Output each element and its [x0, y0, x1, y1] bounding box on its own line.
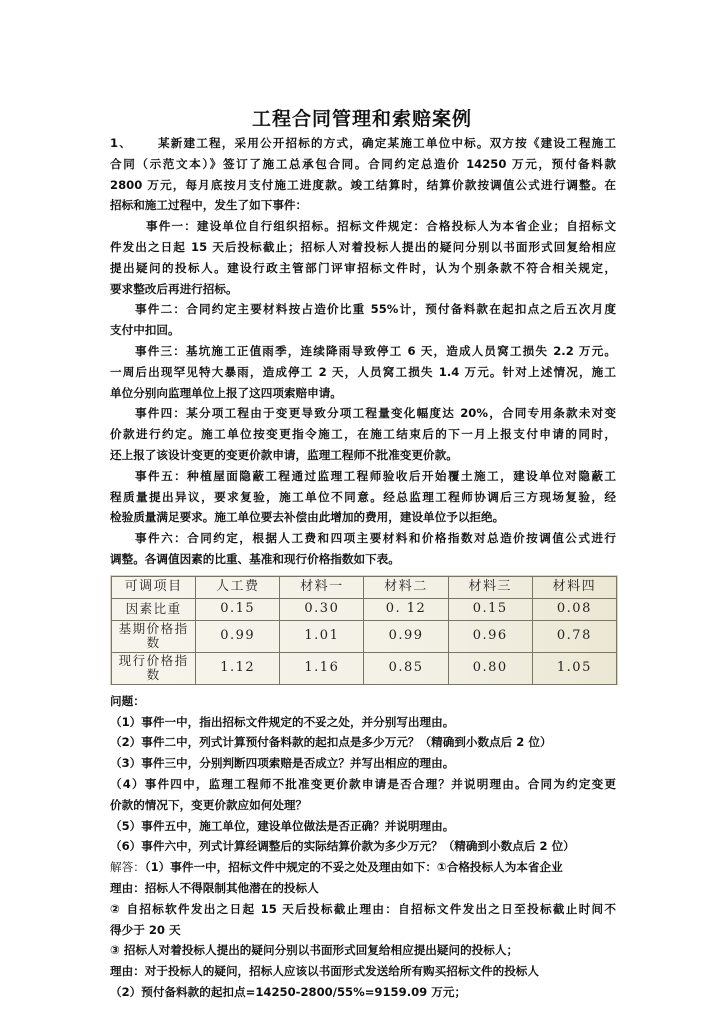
text-line: 事件五：种植屋面隐蔽工程通过监理工程师验收后开始覆土施工，建设单位对隐蔽工: [135, 468, 616, 483]
table-cell: 0.08: [532, 598, 616, 620]
table-cell: 1.01: [280, 620, 364, 652]
text-line: 合同（示范文本）》签订了施工总承包合同。合同约定总造价 14250 万元，预付备料款: [110, 156, 616, 171]
answer-line: ② 自招标软件发出之日起 15 天后投标截止理由：自招标文件发出之日至投标截止时间不: [110, 901, 616, 916]
table-cell: 0.30: [280, 598, 364, 620]
answer-text: （1）事件一中，招标文件中规定的不妥之处及理由如下：①合格投标人为本省企业: [144, 860, 563, 875]
event-four-paragraph: [110, 403, 616, 465]
table-cell: 0.99: [196, 620, 280, 652]
table-cell: 1.05: [532, 652, 616, 684]
question-item: （5）事件五中，施工单位，建设单位做法是否正确？并说明理由。: [110, 818, 455, 833]
table-header-cell: 材料一: [280, 576, 364, 598]
question-item: （6）事件六中，列式计算经调整后的实际结算价款为多少万元？（精确到小数点后 2 位）: [110, 839, 575, 854]
text-line: 事件六：合同约定，根据人工费和四项主要材料和价格指数对总造价按调值公式进行: [135, 531, 616, 546]
table-cell: 0. 12: [364, 598, 448, 620]
text-line: 招标和施工过程中，发生了如下事件：: [110, 198, 308, 213]
table-cell: 1.12: [196, 652, 280, 684]
table-row: [112, 620, 617, 652]
event-two-paragraph: [110, 299, 616, 341]
event-six-paragraph: [110, 528, 616, 570]
text-line: 事件四：某分项工程由于变更导致分项工程量变化幅度达 20%，合同专用条款未对变: [135, 406, 616, 421]
question-item: （3）事件三中，分别判断四项索赔是否成立？并写出相应的理由。: [110, 756, 455, 771]
table-row-label: 现行价格指数: [112, 652, 196, 684]
document-body: [110, 133, 616, 1003]
table-cell: 0.15: [448, 598, 532, 620]
questions-heading: 问题：: [110, 693, 145, 708]
text-line: 事件三：基坑施工正值雨季，连续降雨导致停工 6 天，造成人员窝工损失 2.2 万元。: [135, 343, 616, 358]
table-cell: 0.80: [448, 652, 532, 684]
table-cell: 0.99: [364, 620, 448, 652]
question-item: 价款的情况下，变更价款应如何处理？: [110, 797, 308, 812]
text-line: 提出疑问的投标人。建设行政主管部门评审招标文件时，认为个别条款不符合相关规定，: [110, 260, 616, 275]
table-header-cell: 材料四: [532, 576, 616, 598]
answer-line: （2）预付备料款的起扣点=14250-2800/55%=9159.09 万元；: [110, 984, 467, 999]
table-row: [112, 652, 617, 684]
table-cell: 0.96: [448, 620, 532, 652]
price-index-table-image: [110, 575, 618, 685]
intro-paragraph: [110, 133, 616, 216]
table-header-row: [112, 576, 617, 598]
answer-label: 解答：: [110, 860, 145, 875]
text-line: 程质量提出异议，要求复验，施工单位不同意。经总监理工程师协调后三方现场复验，经: [110, 489, 616, 504]
table-cell: 1.16: [280, 652, 364, 684]
table-cell: 0.78: [532, 620, 616, 652]
table-cell: 0.15: [196, 598, 280, 620]
event-three-paragraph: [110, 341, 616, 403]
answer-line: 理由：招标人不得限制其他潜在的投标人: [110, 880, 319, 895]
table-header-cell: 材料二: [364, 576, 448, 598]
answer-line: 理由：对于投标人的疑问，招标人应该以书面形式发送给所有购买招标文件的投标人: [110, 964, 539, 979]
table-header-cell: 人工费: [196, 576, 280, 598]
text-line: 件发出之日起 15 天后投标截止；招标人对着投标人提出的疑问分别以书面形式回复给相应: [110, 239, 616, 254]
answer-line: [110, 857, 616, 878]
event-five-paragraph: [110, 466, 616, 528]
question-item: （4）事件四中，监理工程师不批准变更价款申请是否合理？并说明理由。合同为约定变更: [110, 776, 616, 791]
text-line: 单位分别向监理单位上报了这四项索赔申请。: [110, 385, 342, 400]
text-line: 一周后出现罕见特大暴雨，造成停工 2 天，人员窝工损失 1.4 万元。针对上述情况，施工: [110, 364, 616, 379]
text-line: 调整。各调值因素的比重、基准和现行价格指数如下表。: [110, 551, 400, 566]
text-line: 事件二：合同约定主要材料按占造价比重 55%计，预付备料款在起扣点之后五次月度: [135, 302, 616, 317]
table-row-label: 基期价格指数: [112, 620, 196, 652]
text-line: 事件一：建设单位自行组织招标。招标文件规定：合格投标人为本省企业；自招标文: [146, 219, 616, 234]
table-header-cell: 可调项目: [112, 576, 196, 598]
question-item: （2）事件二中，列式计算预付备料款的起扣点是多少万元？（精确到小数点后 2 位）: [110, 735, 552, 750]
questions-section: [110, 691, 616, 857]
table-cell: 0.85: [364, 652, 448, 684]
answer-line: 得少于 20 天: [110, 922, 181, 937]
text-line: 还上报了该设计变更的变更价款申请，监理工程师不批准变更价款。: [110, 447, 458, 462]
page-title: 工程合同管理和索赔案例: [251, 108, 472, 130]
answer-section: [110, 857, 616, 1003]
text-line: 1、 某新建工程，采用公开招标的方式，确定某施工单位中标。双方按《建设工程施工: [110, 136, 616, 150]
table-header-cell: 材料三: [448, 576, 532, 598]
event-one-paragraph: [110, 216, 616, 299]
answer-line: ③ 招标人对着投标人提出的疑问分别以书面形式回复给相应提出疑问的投标人；: [110, 943, 519, 958]
text-line: 支付中扣回。: [110, 323, 180, 338]
text-line: 2800 万元，每月底按月支付施工进度款。竣工结算时，结算价款按调值公式进行调整。在: [110, 177, 616, 192]
question-item: （1）事件一中，指出招标文件规定的不妥之处，并分别写出理由。: [110, 714, 455, 729]
price-index-table: [111, 576, 617, 685]
table-row: [112, 598, 617, 620]
text-line: 价款进行约定。施工单位按变更指令施工，在施工结束后的下一月上报支付申请的同时，: [110, 427, 616, 442]
table-row-label: 因素比重: [112, 598, 196, 620]
text-line: 要求整改后再进行招标。: [110, 281, 238, 296]
text-line: 检验质量满足要求。施工单位要去补偿由此增加的费用，建设单位予以拒绝。: [110, 510, 505, 525]
